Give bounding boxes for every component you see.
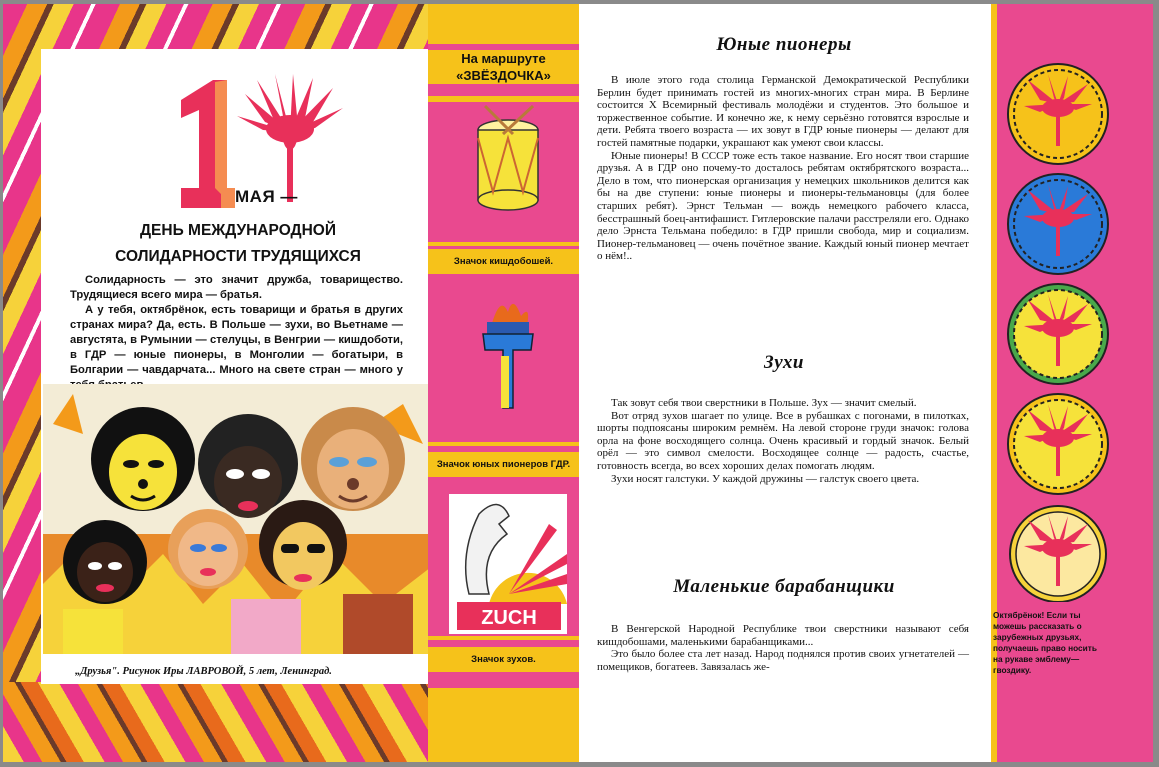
paragraph: Это было более ста лет назад. Народ поднялся против своих угнетателей — помещиков, богатеев. Завязалась же- bbox=[597, 648, 969, 673]
paragraph: В июле этого года столица Германской Демократической Республики Берлин будет принимать гостей из многих-многих стран мира. В Берлине состоится X Всемирный фестиваль молодёжи и студентов. Это большое и торжественное событие. И конечно же, к нему серьёзно готовятся взрослые и дети. Ребята твоего возраста — их зовут в ГДР юные пионеры — делают для гостей памятные подарки, украшают как умеют свои классы. bbox=[597, 74, 969, 149]
paragraph: Вот отряд зухов шагает по улице. Все в рубашках с погонами, в пилотках, шорты подпоясаны широким ремнём. На левой стороне груди значок: голова орла на фоне восходящего солнца. Очень красивый и гордый значок. Белый орёл — это символ смелости. Восходящее солнце — радость, счастье, готовность всегда, во всех хороших делах помогать людям. bbox=[597, 409, 969, 472]
left-page bbox=[3, 4, 579, 762]
carnation-emblems bbox=[1003, 62, 1113, 602]
zuch-text: ZUCH bbox=[481, 607, 537, 629]
section-text bbox=[597, 74, 969, 263]
carnation-icon bbox=[235, 74, 345, 204]
childrens-drawing-image bbox=[43, 384, 435, 654]
badge-label: Значок кишдобошей. bbox=[428, 249, 579, 274]
drum-icon bbox=[473, 104, 543, 214]
badge-label: Значок зухов. bbox=[428, 647, 579, 672]
badge-label: Значок юных пионеров ГДР. bbox=[428, 452, 579, 477]
torch-badge-icon bbox=[473, 296, 543, 424]
paragraph: Солидарность — это значит дружба, товарищество. Трудящиеся всего мира — братья. bbox=[70, 274, 403, 301]
may-label: МАЯ — bbox=[235, 187, 298, 206]
section-text bbox=[597, 397, 969, 485]
paragraph: А у тебя, октябрёнок, есть товарищи и братья в других странах мира? Да, есть. В Польше — зухи, во Вьетнаме — августята, в Румынии — стелуцы, в Венгрии — кишдоботи, в ГДР — юные пионеры, в Монголии — богатыри, в Болгарии — чавдарчата... Много на свете стран — много у bbox=[70, 304, 403, 376]
page-title bbox=[73, 218, 403, 270]
section-title: Юные пионеры bbox=[716, 34, 852, 55]
paragraph: Юные пионеры! В СССР тоже есть такое название. Его носят твои старшие друзья. А в ГДР оно почему-то досталось ребятам октябрятского возраста... Дело в том, что пионерская организация у немецких школьников делится как бы на две ступени: юные пионеры и пионеры-тельмановцы (для более старших ребят). Эрнст Тельман — вождь немецкого рабочего класса, бесстрашный боец-антифашист. Гитлеровские палачи расстреляли его. Однако дело Эрнста Тельмана победило: в ГДР пришли свобода, мир и социализм. Пионер-тельмановец — очень почётное звание. Каждый юный пионер мечтает о нём!.. bbox=[597, 149, 969, 263]
route-title-line: «ЗВЁЗДОЧКА» bbox=[456, 68, 551, 83]
paragraph: В Венгерской Народной Республике твои сверстники называют себя кишдобошами, маленькими барабанщиками... bbox=[597, 623, 969, 648]
title-line: ДЕНЬ МЕЖДУНАРОДНОЙ bbox=[140, 222, 336, 239]
side-note: Октябрёнок! Если ты можешь рассказать о зарубежных друзьях, получаешь право носить на рукаве эмблему—гвоздику. bbox=[993, 610, 1097, 675]
route-title-line: На маршруте bbox=[461, 51, 546, 66]
section-title: Маленькие барабанщики bbox=[673, 576, 895, 597]
intro-text bbox=[70, 273, 403, 393]
section-title: Зухи bbox=[764, 352, 804, 373]
paragraph: Зухи носят галстуки. У каждой дружины — галстук своего цвета. bbox=[611, 472, 920, 485]
magazine-spread bbox=[3, 4, 1153, 762]
big-number-one bbox=[175, 76, 235, 208]
drawing-caption: „Друзья". Рисунок Иры ЛАВРОВОЙ, 5 лет, Ленинград. bbox=[75, 666, 332, 677]
title-line: СОЛИДАРНОСТИ ТРУДЯЩИХСЯ bbox=[115, 248, 361, 265]
eagle-badge-icon bbox=[449, 494, 567, 634]
paragraph: Так зовут себя твои сверстники в Польше. Зух — значит смелый. bbox=[611, 397, 917, 409]
section-text bbox=[597, 623, 969, 673]
route-title bbox=[428, 50, 579, 84]
decorative-pattern bbox=[3, 682, 439, 762]
